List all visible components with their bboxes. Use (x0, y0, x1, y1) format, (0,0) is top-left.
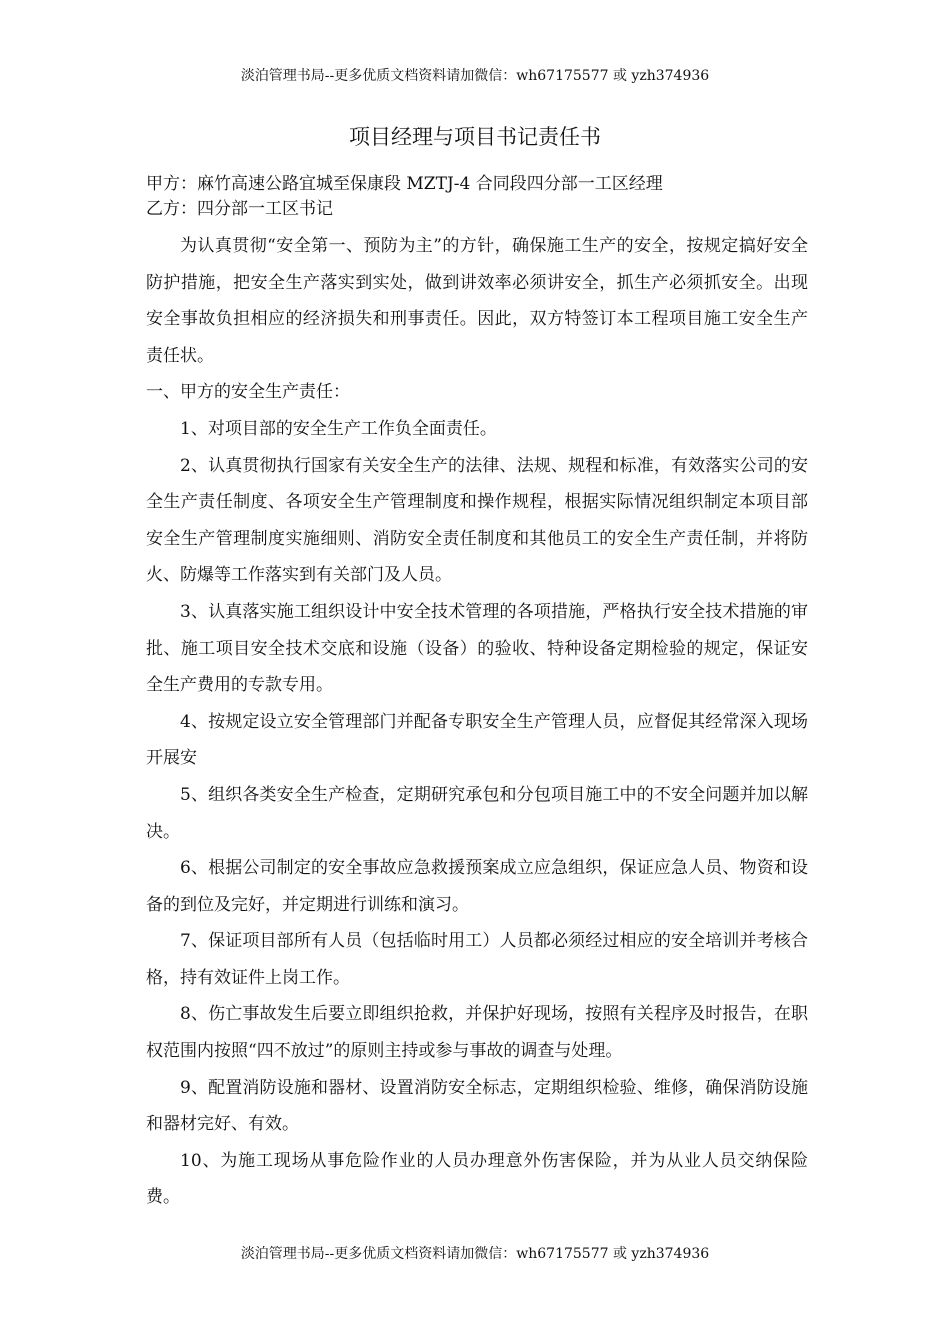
list-item: 7、保证项目部所有人员（包括临时用工）人员都必须经过相应的安全培训并考核合格，持有效证件上岗工作。 (146, 931, 808, 988)
list-item: 9、配置消防设施和器材、设置消防安全标志，定期组织检验、维修，确保消防设施和器材完好、有效。 (146, 1077, 808, 1135)
list-item: 8、伤亡事故发生后要立即组织抢救，并保护好现场，按照有关程序及时报告，在职权范围内按照“四不放过”的原则主持或参与事故的调查与处理。 (146, 1004, 808, 1062)
page-header: 淡泊管理书局--更多优质文档资料请加微信：wh67175577 或 yzh374936 (240, 68, 710, 84)
list-item: 5、组织各类安全生产检查，定期研究承包和分包项目施工中的不安全问题并加以解决。 (146, 784, 808, 842)
list-item: 1、对项目部的安全生产工作负全面责任。 (180, 418, 497, 439)
list-item: 4、按规定设立安全管理部门并配备专职安全生产管理人员，应督促其经常深入现场开展安 (146, 711, 808, 769)
party-a: 甲方：麻竹高速公路宜城至保康段 MZTJ-4 合同段四分部一工区经理 (146, 174, 663, 194)
document-body (146, 228, 808, 1216)
section-heading: 一、甲方的安全生产责任： (146, 382, 350, 403)
parties-block (146, 172, 826, 222)
list-item: 6、根据公司制定的安全事故应急救援预案成立应急组织，保证应急人员、物资和设备的到位及完好，并定期进行训练和演习。 (146, 858, 808, 915)
list-item: 10、为施工现场从事危险作业的人员办理意外伤害保险，并为从业人员交纳保险费。 (146, 1150, 808, 1208)
list-item: 2、认真贯彻执行国家有关安全生产的法律、法规、规程和标准，有效落实公司的安全生产责任制度、各项安全生产管理制度和操作规程，根据实际情况组织制定本项目部安全生产管理制度实施细则、消防安全责任制度和其他员工的安全生产责任制，并将防火、防爆等工作落实到有关部门及人员。 (146, 455, 808, 586)
party-b: 乙方：四分部一工区书记 (146, 199, 333, 219)
document-title: 项目经理与项目书记责任书 (349, 125, 601, 149)
intro-paragraph: 为认真贯彻“安全第一、预防为主”的方针，确保施工生产的安全，按规定搞好安全防护措施，把安全生产落实到实处，做到讲效率必须讲安全，抓生产必须抓安全。出现安全事故负担相应的经济损失和刑事责任。因此，双方特签订本工程项目施工安全生产责任状。 (146, 236, 808, 366)
page-footer: 淡泊管理书局--更多优质文档资料请加微信：wh67175577 或 yzh374936 (240, 1246, 710, 1262)
list-item: 3、认真落实施工组织设计中安全技术管理的各项措施，严格执行安全技术措施的审批、施工项目安全技术交底和设施（设备）的验收、特种设备定期检验的规定，保证安全生产费用的专款专用。 (146, 601, 808, 696)
